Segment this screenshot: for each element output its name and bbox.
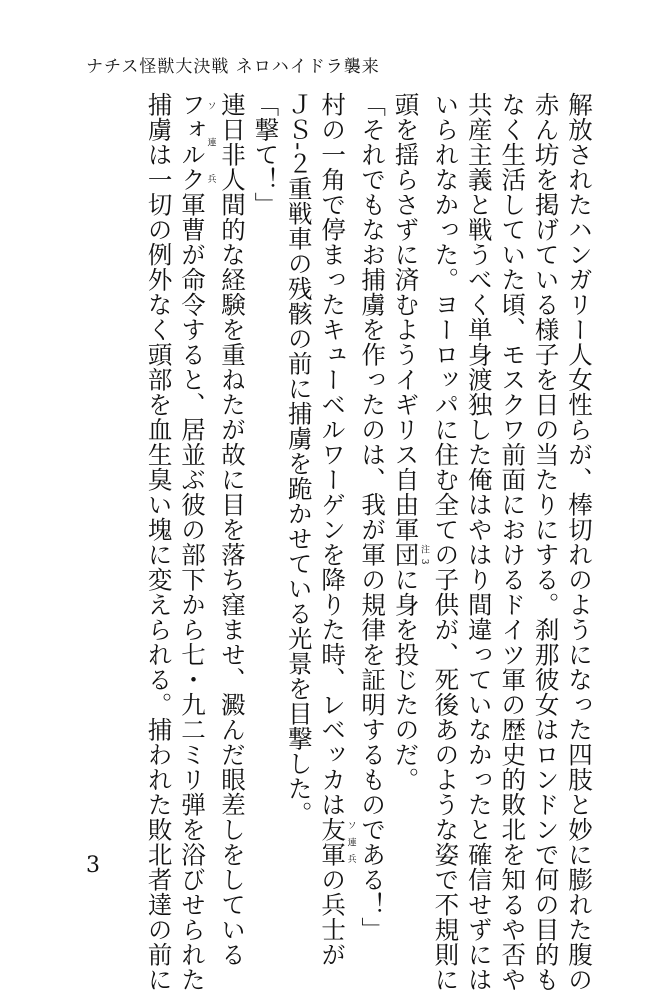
text-line: 村の一角で停まったキューベルワーゲンを降りた時、レベッカは友軍ソ連兵の兵士が — [318, 92, 356, 967]
text-line: なく生活していた頃、モスクワ前面におけるドイツ軍の歴史的敗北を知るや否や — [498, 92, 528, 992]
text-line: ＪＳ‐２重戦車の残骸の前に捕虜を跪かせている光景を目撃した。 — [284, 92, 314, 826]
text-line: 「それでもなお捕虜を作ったのは、我が軍の規律を証明するものである！」 — [358, 92, 388, 942]
text-line: 連日非人間的な経験を重ねたが故に目を落ち窪ませ、澱んだ眼差しをしている — [217, 92, 247, 967]
text-line: 「撃て！」 — [251, 92, 281, 217]
ruby-text: 注3 — [418, 542, 429, 567]
ruby-annotation: 団注3 — [391, 542, 429, 567]
page-number: 3 — [86, 853, 100, 878]
text-line: 頭を揺らさずに済むようイギリス自由軍団注3に身を投じたのだ。 — [391, 92, 429, 792]
ruby-text: ソ連兵 — [345, 817, 356, 867]
ruby-text: ソ連兵 — [205, 92, 216, 192]
ruby-annotation: 友軍ソ連兵 — [318, 817, 356, 867]
running-header: ナチス怪獣大決戦 ネロハイドラ襲来 — [86, 57, 380, 77]
text-line: 捕虜は一切の例外なく頭部を血生臭い塊に変えられる。捕われた敗北者達の前に — [144, 92, 174, 992]
text-line: 赤ん坊を掲げている様子を日の当たりにする。刹那彼女はロンドンで何の目的も — [531, 92, 561, 992]
text-line: 解放されたハンガリー人女性らが、棒切れのようになった四肢と妙に膨れた腹の — [565, 92, 594, 992]
text-line: いられなかった。ヨーロッパに住む全ての子供が、死後あのような姿で不規則に — [431, 92, 461, 992]
ruby-annotation: フォルクソ連兵 — [178, 92, 216, 192]
body-text — [142, 92, 596, 992]
text-line: フォルクソ連兵軍曹が命令すると、居並ぶ彼の部下から七・九二ミリ弾を浴びせられた — [178, 92, 216, 992]
text-line: 共産主義と戦うべく単身渡独した俺はやはり間違っていなかったと確信せずには — [464, 92, 494, 992]
